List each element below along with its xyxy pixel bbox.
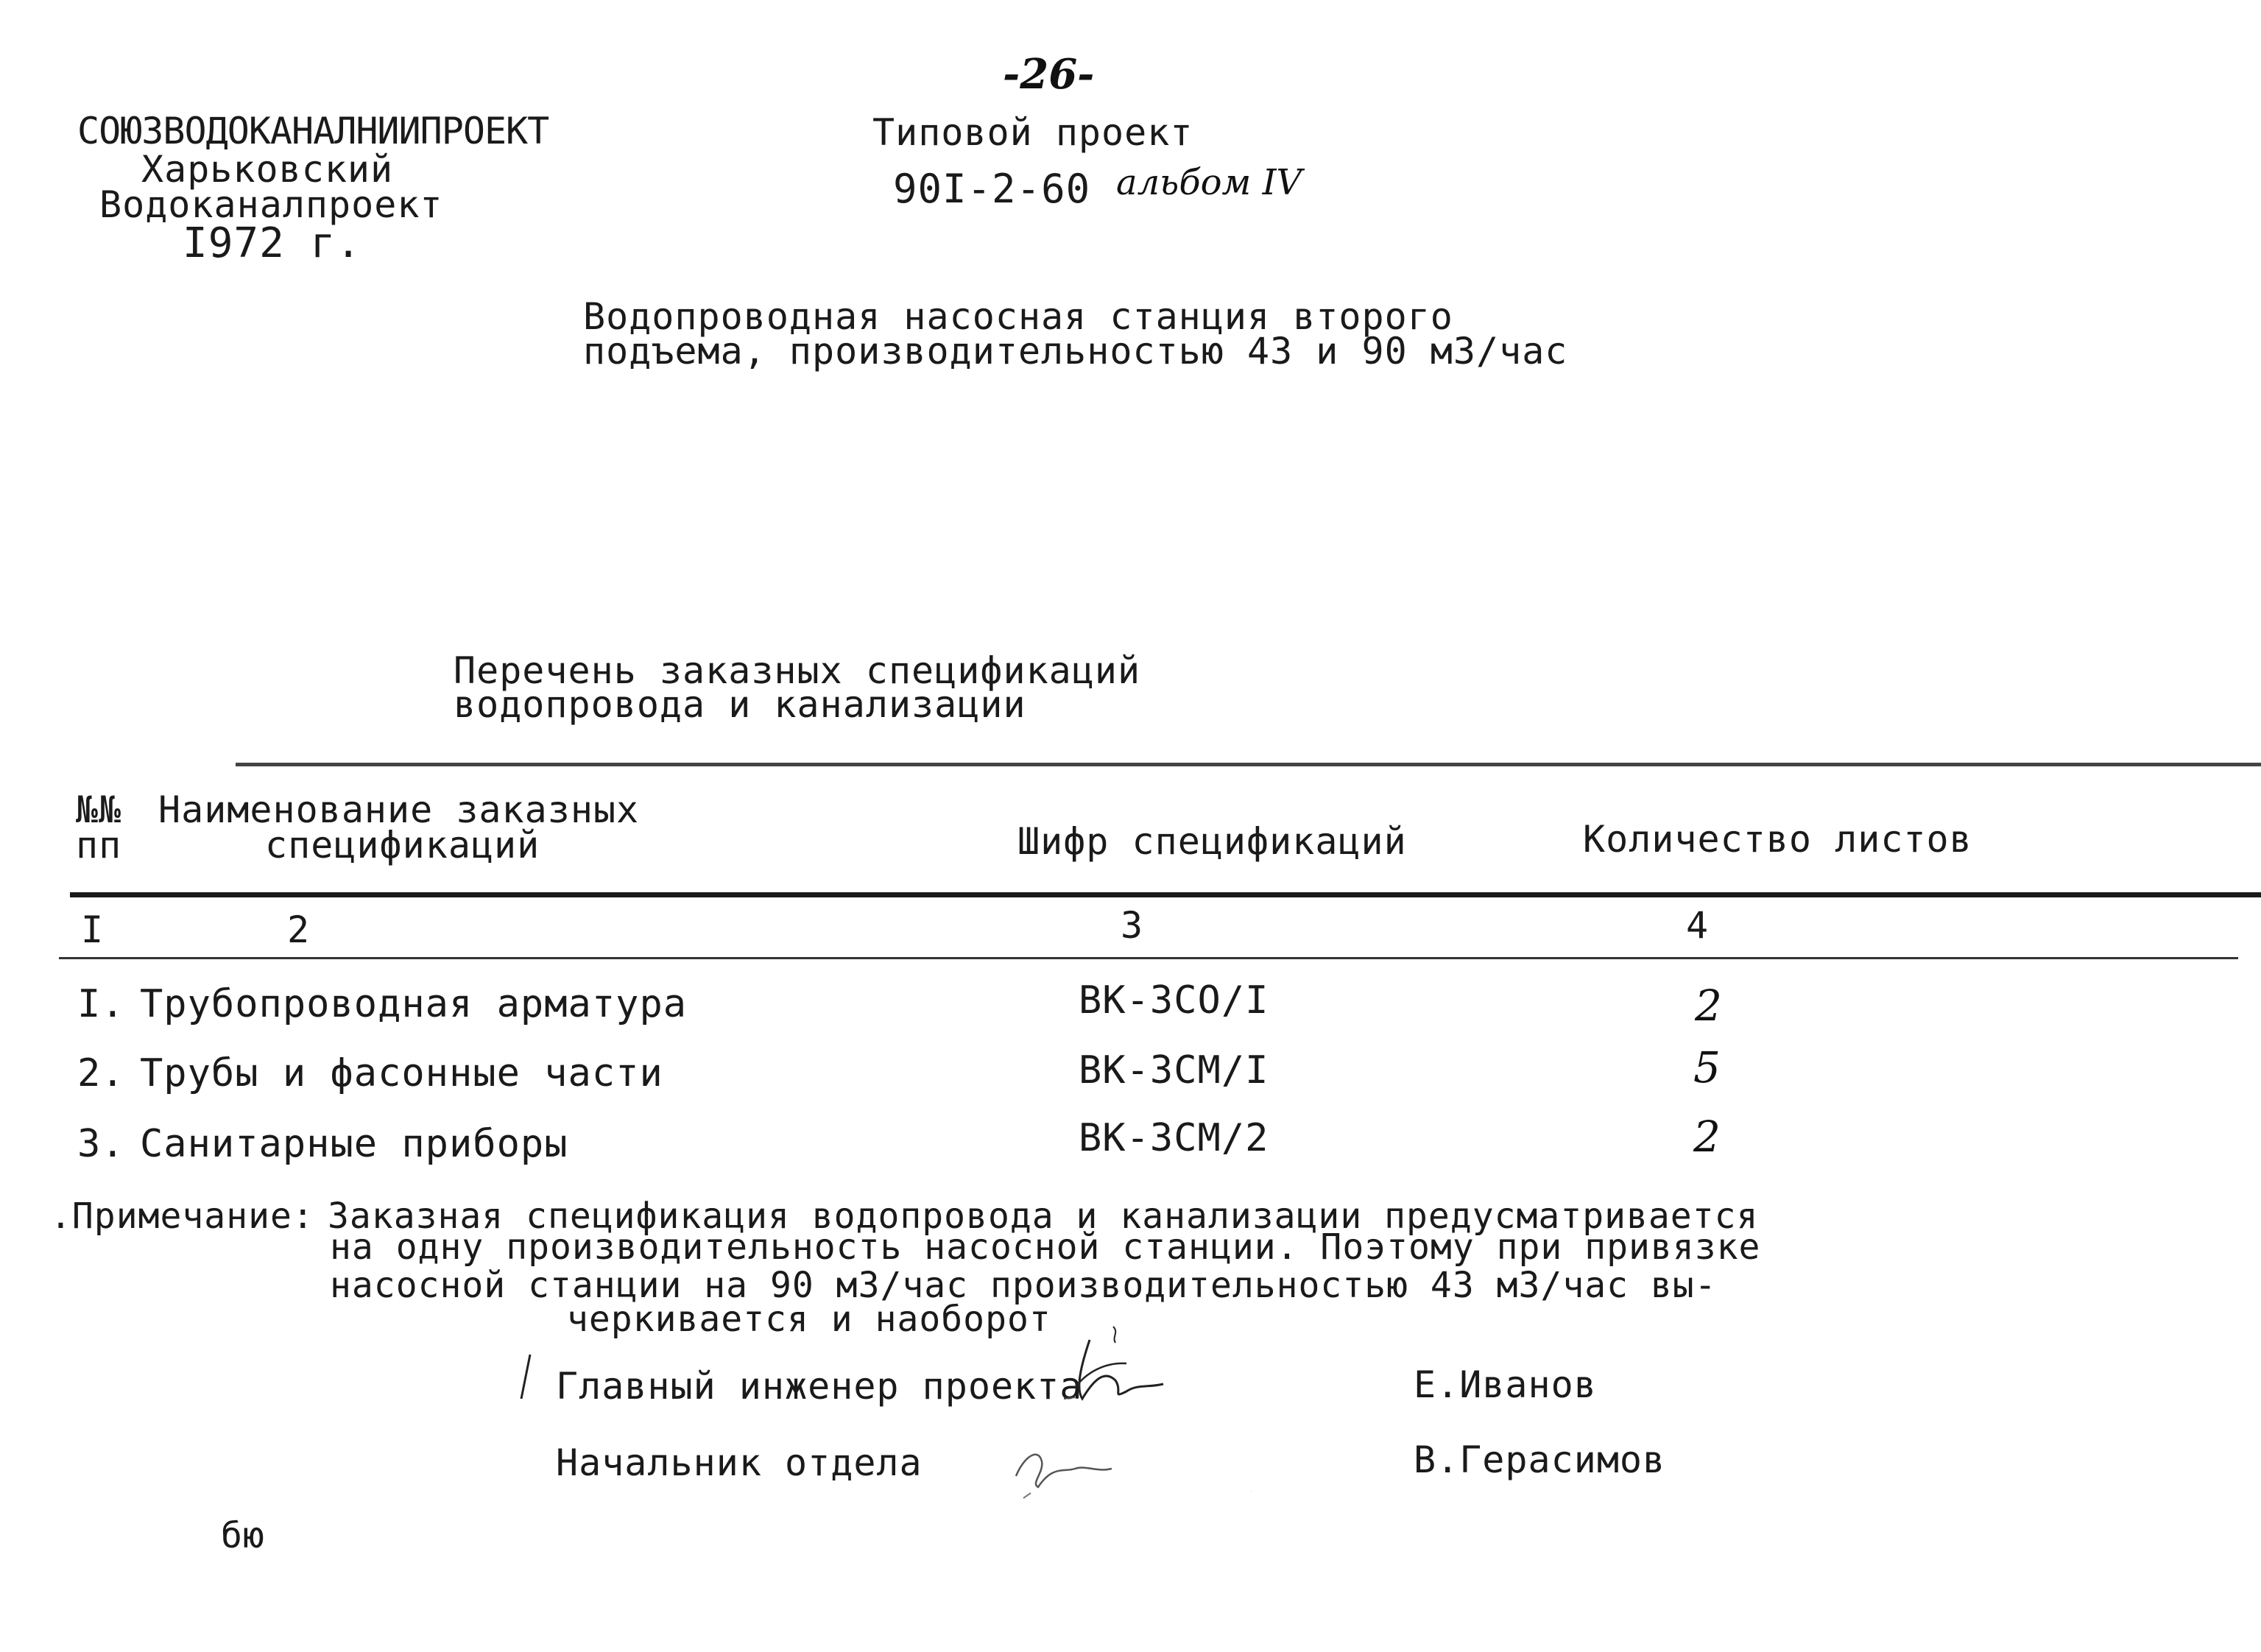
list-heading-line1: Перечень заказных спецификаций [454,649,1141,692]
department-head-name: В.Герасимов [1414,1439,1666,1481]
note-label: .Примечание: [50,1196,314,1237]
table-row-3-name: Санитарные приборы [140,1122,568,1166]
header-name-line2: спецификаций [265,824,540,866]
column-number-1: I [81,908,105,951]
table-row-1-num: I. [77,982,125,1026]
chief-engineer-signature [515,1318,1252,1524]
document-title-line1: Водопроводная насосная станция второго [583,295,1453,338]
table-row-2-name: Трубы и фасонные части [140,1051,663,1095]
list-heading-line2: водопровода и канализации [454,683,1026,726]
note-line-3: насосной станции на 90 м3/час производительностью 43 м3/час вы- [330,1265,1717,1306]
table-row-3-sheets: 2 [1693,1112,1721,1162]
department-head-title: Начальник отдела [556,1441,923,1484]
table-row-1-code: ВК-3СО/I [1079,978,1269,1023]
table-row-2-sheets: 5 [1693,1042,1721,1092]
note-line-1: Заказная спецификация водопровода и канализации предусматривается [328,1196,1759,1237]
project-label: Типовой проект [872,111,1193,154]
header-sheets: Количество листов [1583,818,1972,861]
page-number: -26- [1003,50,1095,99]
table-column-numbers-rule [59,957,2238,959]
chief-engineer-name: Е.Иванов [1414,1363,1597,1406]
album-note: альбом IV [1116,162,1302,203]
column-number-3: 3 [1121,904,1144,947]
project-code: 90I-2-60 [893,166,1091,212]
column-number-4: 4 [1686,904,1710,947]
table-row-3-code: ВК-3СМ/2 [1079,1116,1269,1160]
header-code: Шифр спецификаций [1017,820,1407,863]
chief-engineer-title: Главный инженер проекта [556,1365,1083,1408]
organization-city: Харьковский [141,148,394,191]
organization-institute: Водоканалпроект [99,183,443,226]
header-num-line1: №№ [76,788,122,831]
table-top-rule [236,763,2261,766]
table-row-2-num: 2. [77,1051,125,1095]
footer-mark: бю [221,1515,265,1556]
column-number-2: 2 [287,908,311,951]
table-row-1-name: Трубопроводная арматура [140,982,688,1026]
table-row-1-sheets: 2 [1695,981,1722,1031]
header-name-line1: Наименование заказных [158,788,640,831]
note-line-4: черкивается и наоборот [567,1299,1051,1340]
header-num-line2: пп [76,824,122,866]
table-header-rule [70,892,2261,897]
document-title-line2: подъема, производительностью 43 и 90 м3/час [583,330,1568,373]
organization-year: I972 г. [183,219,362,267]
organization-name: СОЮЗВОДОКАНАЛНИИПРОЕКТ [77,110,549,152]
table-row-2-code: ВК-3СМ/I [1079,1048,1269,1092]
note-line-2: на одну производительность насосной станции. Поэтому при привязке [330,1226,1761,1268]
table-row-3-num: 3. [77,1122,125,1166]
